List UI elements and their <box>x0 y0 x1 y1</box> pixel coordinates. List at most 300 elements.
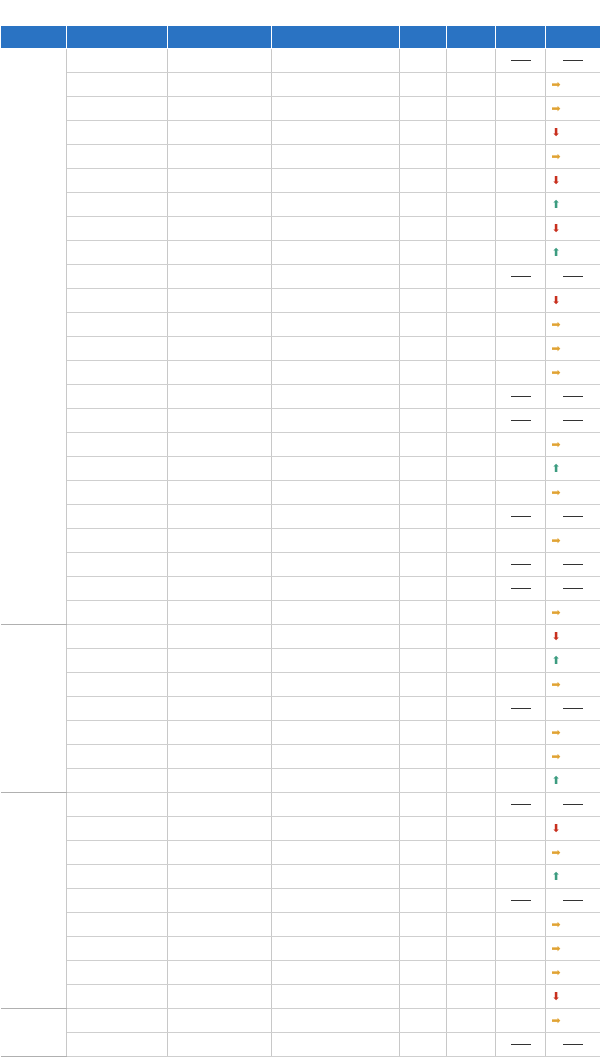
city-cell <box>168 1033 272 1057</box>
arrow-down-icon: ⬇ <box>550 990 562 1003</box>
province-cell <box>67 841 168 865</box>
province-cell <box>67 169 168 193</box>
last-week-price-cell <box>496 457 546 481</box>
table-row <box>1 553 600 577</box>
this-week-price-cell <box>447 505 496 529</box>
this-week-price-cell <box>447 337 496 361</box>
spec-cell <box>400 145 447 169</box>
last-week-price-cell <box>496 577 546 601</box>
empty-dash <box>563 420 583 421</box>
city-cell <box>168 385 272 409</box>
weekly-change-cell <box>546 361 600 385</box>
table-row <box>1 1009 600 1033</box>
table-row <box>1 193 600 217</box>
weekly-change-cell <box>546 985 600 1009</box>
county-cell <box>272 697 400 721</box>
county-cell <box>272 145 400 169</box>
county-cell <box>272 73 400 97</box>
county-cell <box>272 721 400 745</box>
city-cell <box>168 745 272 769</box>
county-cell <box>272 937 400 961</box>
spec-cell <box>400 169 447 193</box>
spec-cell <box>400 289 447 313</box>
last-week-price-cell <box>496 913 546 937</box>
table-row <box>1 481 600 505</box>
weekly-change-cell <box>546 889 600 913</box>
this-week-price-cell <box>447 889 496 913</box>
spec-cell <box>400 337 447 361</box>
city-cell <box>168 313 272 337</box>
spec-cell <box>400 793 447 817</box>
last-week-price-cell <box>496 865 546 889</box>
spec-cell <box>400 97 447 121</box>
spec-cell <box>400 313 447 337</box>
city-cell <box>168 73 272 97</box>
spec-cell <box>400 865 447 889</box>
table-row <box>1 73 600 97</box>
province-cell <box>67 865 168 889</box>
this-week-price-cell <box>447 841 496 865</box>
city-cell <box>168 481 272 505</box>
weekly-change-cell <box>546 961 600 985</box>
this-week-price-cell <box>447 409 496 433</box>
province-cell <box>67 529 168 553</box>
province-cell <box>67 481 168 505</box>
spec-cell <box>400 961 447 985</box>
province-cell <box>67 745 168 769</box>
county-cell <box>272 793 400 817</box>
table-row <box>1 961 600 985</box>
spec-cell <box>400 649 447 673</box>
this-week-price-cell <box>447 553 496 577</box>
arrow-down-icon: ⬇ <box>550 222 562 235</box>
price-table <box>0 25 600 1057</box>
county-cell <box>272 481 400 505</box>
table-row <box>1 649 600 673</box>
province-cell <box>67 145 168 169</box>
this-week-price-cell <box>447 961 496 985</box>
city-cell <box>168 913 272 937</box>
city-cell <box>168 409 272 433</box>
county-cell <box>272 241 400 265</box>
table-row <box>1 529 600 553</box>
empty-dash <box>511 276 531 277</box>
this-week-price-cell <box>447 433 496 457</box>
table-row <box>1 937 600 961</box>
city-cell <box>168 961 272 985</box>
header-row <box>1 26 600 49</box>
weekly-change-cell <box>546 457 600 481</box>
county-cell <box>272 913 400 937</box>
province-cell <box>67 457 168 481</box>
this-week-price-cell <box>447 1009 496 1033</box>
table-row <box>1 793 600 817</box>
species-cell <box>1 625 67 793</box>
city-cell <box>168 457 272 481</box>
arrow-right-icon: ➡ <box>550 942 562 955</box>
header-county[interactable] <box>272 26 400 49</box>
county-cell <box>272 817 400 841</box>
last-week-price-cell <box>496 985 546 1009</box>
weekly-change-cell <box>546 769 600 793</box>
city-cell <box>168 169 272 193</box>
province-cell <box>67 985 168 1009</box>
weekly-change-cell <box>546 913 600 937</box>
last-week-price-cell <box>496 241 546 265</box>
table-row <box>1 745 600 769</box>
this-week-price-cell <box>447 793 496 817</box>
last-week-price-cell <box>496 649 546 673</box>
last-week-price-cell <box>496 937 546 961</box>
arrow-up-icon: ⬆ <box>550 870 562 883</box>
weekly-change-cell <box>546 385 600 409</box>
weekly-change-cell <box>546 745 600 769</box>
weekly-change-cell <box>546 433 600 457</box>
last-week-price-cell <box>496 481 546 505</box>
this-week-price-cell <box>447 577 496 601</box>
this-week-price-cell <box>447 601 496 625</box>
empty-dash <box>511 396 531 397</box>
county-cell <box>272 217 400 241</box>
this-week-price-cell <box>447 121 496 145</box>
weekly-change-cell <box>546 1009 600 1033</box>
last-week-price-cell <box>496 1033 546 1057</box>
last-week-price-cell <box>496 193 546 217</box>
table-row <box>1 433 600 457</box>
last-week-price-cell <box>496 697 546 721</box>
header-species[interactable] <box>1 26 67 49</box>
province-cell <box>67 193 168 217</box>
county-cell <box>272 601 400 625</box>
header-this-week[interactable] <box>447 26 496 49</box>
last-week-price-cell <box>496 889 546 913</box>
last-week-price-cell <box>496 793 546 817</box>
county-cell <box>272 169 400 193</box>
arrow-down-icon: ⬇ <box>550 294 562 307</box>
weekly-change-cell <box>546 529 600 553</box>
table-body <box>1 49 600 1057</box>
province-cell <box>67 697 168 721</box>
table-row <box>1 313 600 337</box>
table-row <box>1 97 600 121</box>
arrow-down-icon: ⬇ <box>550 174 562 187</box>
table-row <box>1 769 600 793</box>
city-cell <box>168 937 272 961</box>
spec-cell <box>400 385 447 409</box>
empty-dash <box>563 708 583 709</box>
this-week-price-cell <box>447 937 496 961</box>
spec-cell <box>400 193 447 217</box>
header-last-week[interactable] <box>496 26 546 49</box>
empty-dash <box>563 804 583 805</box>
spec-cell <box>400 721 447 745</box>
table-row <box>1 625 600 649</box>
table-row <box>1 457 600 481</box>
weekly-change-cell <box>546 121 600 145</box>
table-row <box>1 385 600 409</box>
county-cell <box>272 649 400 673</box>
spec-cell <box>400 889 447 913</box>
province-cell <box>67 817 168 841</box>
province-cell <box>67 73 168 97</box>
province-cell <box>67 97 168 121</box>
city-cell <box>168 529 272 553</box>
province-cell <box>67 409 168 433</box>
city-cell <box>168 49 272 73</box>
county-cell <box>272 457 400 481</box>
arrow-up-icon: ⬆ <box>550 654 562 667</box>
arrow-down-icon: ⬇ <box>550 822 562 835</box>
city-cell <box>168 361 272 385</box>
county-cell <box>272 385 400 409</box>
province-cell <box>67 121 168 145</box>
last-week-price-cell <box>496 409 546 433</box>
last-week-price-cell <box>496 337 546 361</box>
header-spec[interactable] <box>400 26 447 49</box>
last-week-price-cell <box>496 289 546 313</box>
arrow-up-icon: ⬆ <box>550 198 562 211</box>
last-week-price-cell <box>496 169 546 193</box>
city-cell <box>168 505 272 529</box>
province-cell <box>67 337 168 361</box>
this-week-price-cell <box>447 145 496 169</box>
this-week-price-cell <box>447 49 496 73</box>
last-week-price-cell <box>496 1009 546 1033</box>
weekly-change-cell <box>546 673 600 697</box>
spec-cell <box>400 433 447 457</box>
table-row <box>1 265 600 289</box>
province-cell <box>67 913 168 937</box>
table-row <box>1 409 600 433</box>
this-week-price-cell <box>447 985 496 1009</box>
table-row <box>1 841 600 865</box>
table-row <box>1 913 600 937</box>
city-cell <box>168 121 272 145</box>
county-cell <box>272 121 400 145</box>
weekly-change-cell <box>546 1033 600 1057</box>
city-cell <box>168 433 272 457</box>
province-cell <box>67 265 168 289</box>
county-cell <box>272 433 400 457</box>
this-week-price-cell <box>447 673 496 697</box>
weekly-change-cell <box>546 97 600 121</box>
last-week-price-cell <box>496 313 546 337</box>
arrow-right-icon: ➡ <box>550 366 562 379</box>
county-cell <box>272 289 400 313</box>
weekly-change-cell <box>546 577 600 601</box>
last-week-price-cell <box>496 73 546 97</box>
header-city[interactable] <box>168 26 272 49</box>
county-cell <box>272 97 400 121</box>
province-cell <box>67 1033 168 1057</box>
county-cell <box>272 745 400 769</box>
this-week-price-cell <box>447 817 496 841</box>
this-week-price-cell <box>447 265 496 289</box>
county-cell <box>272 841 400 865</box>
this-week-price-cell <box>447 697 496 721</box>
province-cell <box>67 673 168 697</box>
table-row <box>1 985 600 1009</box>
arrow-up-icon: ⬆ <box>550 462 562 475</box>
province-cell <box>67 313 168 337</box>
weekly-change-cell <box>546 625 600 649</box>
weekly-change-cell <box>546 601 600 625</box>
table-row <box>1 361 600 385</box>
this-week-price-cell <box>447 769 496 793</box>
city-cell <box>168 217 272 241</box>
city-cell <box>168 793 272 817</box>
province-cell <box>67 625 168 649</box>
spec-cell <box>400 241 447 265</box>
table-row <box>1 697 600 721</box>
empty-dash <box>511 708 531 709</box>
spec-cell <box>400 1033 447 1057</box>
province-cell <box>67 793 168 817</box>
weekly-change-cell <box>546 169 600 193</box>
arrow-right-icon: ➡ <box>550 966 562 979</box>
weekly-change-cell <box>546 553 600 577</box>
city-cell <box>168 193 272 217</box>
spec-cell <box>400 745 447 769</box>
province-cell <box>67 889 168 913</box>
weekly-change-cell <box>546 817 600 841</box>
spec-cell <box>400 769 447 793</box>
city-cell <box>168 577 272 601</box>
province-cell <box>67 1009 168 1033</box>
county-cell <box>272 1033 400 1057</box>
last-week-price-cell <box>496 529 546 553</box>
province-cell <box>67 241 168 265</box>
empty-dash <box>563 276 583 277</box>
city-cell <box>168 241 272 265</box>
this-week-price-cell <box>447 457 496 481</box>
empty-dash <box>511 564 531 565</box>
weekly-change-cell <box>546 73 600 97</box>
table-row <box>1 337 600 361</box>
table-row <box>1 505 600 529</box>
province-cell <box>67 289 168 313</box>
this-week-price-cell <box>447 313 496 337</box>
empty-dash <box>563 60 583 61</box>
county-cell <box>272 361 400 385</box>
table-row <box>1 721 600 745</box>
table-row <box>1 817 600 841</box>
weekly-change-cell <box>546 697 600 721</box>
last-week-price-cell <box>496 721 546 745</box>
city-cell <box>168 985 272 1009</box>
empty-dash <box>511 1044 531 1045</box>
last-week-price-cell <box>496 385 546 409</box>
this-week-price-cell <box>447 193 496 217</box>
table-row <box>1 865 600 889</box>
spec-cell <box>400 1009 447 1033</box>
county-cell <box>272 985 400 1009</box>
city-cell <box>168 289 272 313</box>
this-week-price-cell <box>447 625 496 649</box>
empty-dash <box>511 516 531 517</box>
empty-dash <box>563 900 583 901</box>
this-week-price-cell <box>447 913 496 937</box>
last-week-price-cell <box>496 505 546 529</box>
empty-dash <box>563 516 583 517</box>
last-week-price-cell <box>496 265 546 289</box>
county-cell <box>272 193 400 217</box>
city-cell <box>168 721 272 745</box>
weekly-change-cell <box>546 313 600 337</box>
last-week-price-cell <box>496 361 546 385</box>
table-row <box>1 289 600 313</box>
province-cell <box>67 721 168 745</box>
this-week-price-cell <box>447 241 496 265</box>
last-week-price-cell <box>496 49 546 73</box>
empty-dash <box>563 1044 583 1045</box>
spec-cell <box>400 601 447 625</box>
spec-cell <box>400 361 447 385</box>
county-cell <box>272 769 400 793</box>
this-week-price-cell <box>447 649 496 673</box>
table-row <box>1 673 600 697</box>
last-week-price-cell <box>496 121 546 145</box>
province-cell <box>67 385 168 409</box>
county-cell <box>272 505 400 529</box>
weekly-change-cell <box>546 409 600 433</box>
county-cell <box>272 961 400 985</box>
arrow-down-icon: ⬇ <box>550 126 562 139</box>
spec-cell <box>400 913 447 937</box>
this-week-price-cell <box>447 217 496 241</box>
arrow-up-icon: ⬆ <box>550 774 562 787</box>
spec-cell <box>400 817 447 841</box>
empty-dash <box>511 60 531 61</box>
last-week-price-cell <box>496 961 546 985</box>
arrow-right-icon: ➡ <box>550 438 562 451</box>
arrow-right-icon: ➡ <box>550 678 562 691</box>
county-cell <box>272 865 400 889</box>
table-row <box>1 121 600 145</box>
table-row <box>1 169 600 193</box>
this-week-price-cell <box>447 745 496 769</box>
province-cell <box>67 433 168 457</box>
last-week-price-cell <box>496 145 546 169</box>
arrow-right-icon: ➡ <box>550 846 562 859</box>
province-cell <box>67 649 168 673</box>
header-weekly-change[interactable] <box>546 26 600 49</box>
page-title <box>0 0 600 24</box>
city-cell <box>168 673 272 697</box>
table-row <box>1 1033 600 1057</box>
county-cell <box>272 673 400 697</box>
county-cell <box>272 625 400 649</box>
this-week-price-cell <box>447 1033 496 1057</box>
this-week-price-cell <box>447 481 496 505</box>
city-cell <box>168 601 272 625</box>
weekly-change-cell <box>546 793 600 817</box>
weekly-change-cell <box>546 481 600 505</box>
this-week-price-cell <box>447 721 496 745</box>
city-cell <box>168 265 272 289</box>
spec-cell <box>400 481 447 505</box>
spec-cell <box>400 265 447 289</box>
header-province[interactable] <box>67 26 168 49</box>
weekly-change-cell <box>546 337 600 361</box>
weekly-change-cell <box>546 937 600 961</box>
empty-dash <box>511 588 531 589</box>
county-cell <box>272 313 400 337</box>
spec-cell <box>400 937 447 961</box>
province-cell <box>67 577 168 601</box>
table-row <box>1 49 600 73</box>
county-cell <box>272 49 400 73</box>
